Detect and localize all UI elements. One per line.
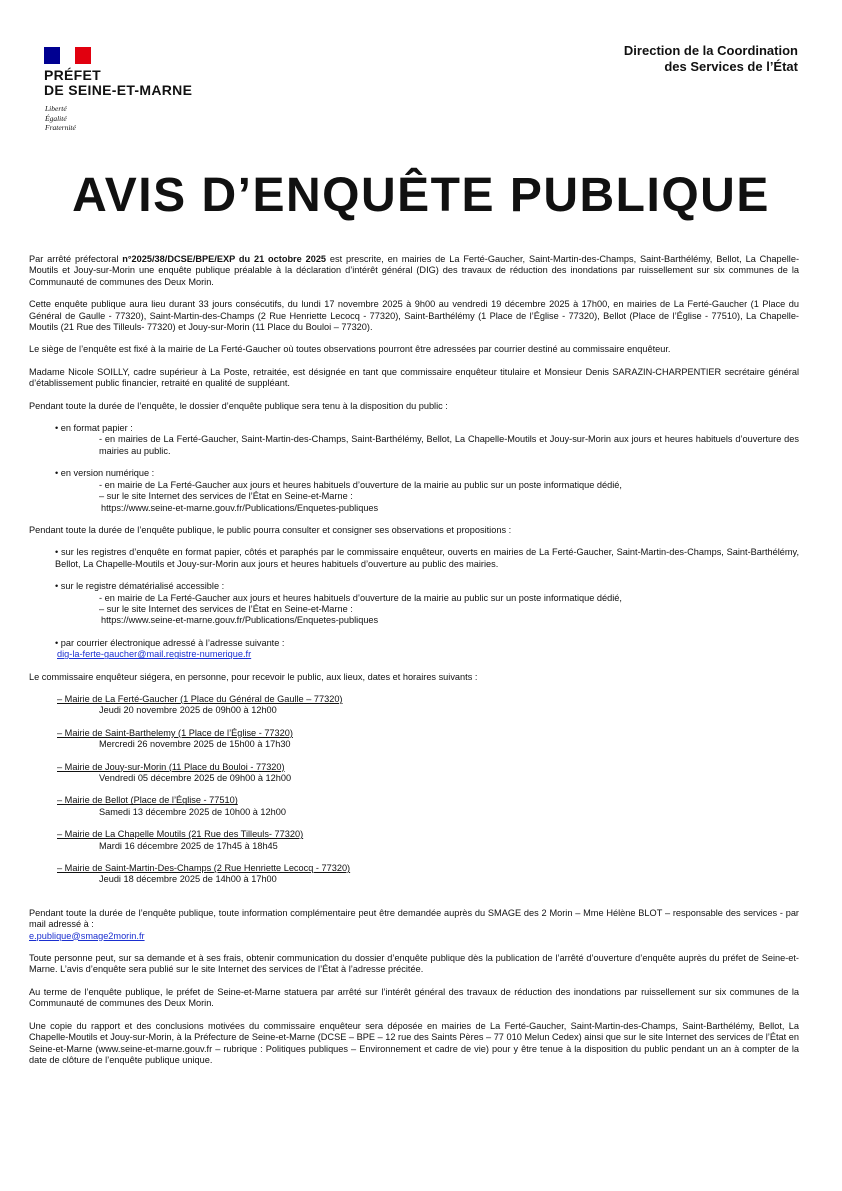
dossier-numerique-site: – sur le site Internet des services de l’État en Seine-et-Marne : (99, 491, 353, 502)
dossier-numerique-label: • en version numérique : (55, 468, 155, 479)
marianne-flag-logo (44, 47, 91, 64)
flag-blue-stripe (44, 47, 60, 64)
permanence-date: Jeudi 18 décembre 2025 de 14h00 à 17h00 (99, 874, 277, 885)
commissaire-paragraph: Madame Nicole SOILLY, cadre supérieur à La Poste, retraitée, est désignée en tant que commissaire enquêteur titulaire et Monsieur Denis SARAZIN-CHARPENTIER secrétaire général d’établissement public financier, retraité en qualité de suppléant. (29, 366, 799, 389)
motto-liberte: Liberté (45, 104, 67, 113)
prefet-logo-text (44, 68, 192, 98)
permanence-venue: – Mairie de Jouy-sur-Morin (11 Place du Bouloi - 77320) (57, 761, 285, 772)
smage-paragraph: Pendant toute la durée de l’enquête publique, toute information complémentaire peut être demandée auprès du SMAGE des 2 Morin – Mme Hélène BLOT – responsable des services - par mail adressé à : (29, 907, 799, 930)
permanences-paragraph: Le commissaire enquêteur siégera, en personne, pour recevoir le public, aux lieux, dates et horaires suivants : (29, 671, 478, 682)
observations-demat-url: https://www.seine-et-marne.gouv.fr/Publications/Enquetes-publiques (101, 615, 379, 626)
observations-demat-site: – sur le site Internet des services de l’État en Seine-et-Marne : (99, 603, 353, 614)
permanences-list (29, 694, 799, 886)
permanence-date: Mardi 16 décembre 2025 de 17h45 à 18h45 (99, 840, 278, 851)
communication-paragraph: Toute personne peut, sur sa demande et à ses frais, obtenir communication du dossier d’enquête publique dès la publication de l’arrêté d’ouverture d’enquête auprès du préfet de Seine-et-Marne. L’avis d’enquête sera publié sur le site Internet des services de l’État à l’adresse précitée. (29, 953, 799, 975)
dossier-numerique-mairie: - en mairie de La Ferté-Gaucher aux jours et heures habituels d’ouverture de la mairie au public sur un poste informatique dédié, (99, 479, 622, 490)
dates-paragraph: Cette enquête publique aura lieu durant 33 jours consécutifs, du lundi 17 novembre 2025 à 9h00 au vendredi 19 décembre 2025 à 17h00, en mairies de La Ferté-Gaucher (1 Place du Général de Gaulle - 77320), Saint-Martin-des-Champs (2 Rue Henriette Lecocq - 77320), Saint-Barthélémy (1 Place de l’Église - 77320), Bellot (Place de l’Église - 77510), La Chapelle-Moutils (21 Rue des Tilleuls- 77320) et Jouy-sur-Morin (11 Place du Bouloi – 77320). (29, 299, 799, 333)
intro-pre: Par arrêté préfectoral (29, 254, 123, 264)
observations-demat-mairie: - en mairie de La Ferté-Gaucher aux jours et heures habituels d’ouverture de la mairie au public sur un poste informatique dédié, (99, 592, 622, 603)
permanence-date: Vendredi 05 décembre 2025 de 09h00 à 12h00 (99, 773, 292, 783)
permanence-date: Samedi 13 décembre 2025 de 10h00 à 12h00 (99, 806, 286, 817)
motto-fraternite: Fraternité (45, 123, 76, 132)
permanence-venue: – Mairie de Bellot (Place de l’Église - 77510) (57, 795, 238, 806)
notice-body (29, 254, 799, 1066)
flag-red-stripe (75, 47, 91, 64)
prefet-line1: PRÉFET (44, 67, 102, 83)
dossier-papier-text: - en mairies de La Ferté-Gaucher, Saint-Martin-des-Champs, Saint-Barthélémy, Bellot, La Chapelle-Moutils et Jouy-sur-Morin aux jours et heures habituels d’ouverture des mairies au public. (99, 434, 799, 456)
smage-email-link[interactable]: e.publique@smage2morin.fr (29, 930, 145, 941)
issuing-service (624, 43, 798, 75)
prefet-line2: DE SEINE-ET-MARNE (44, 82, 193, 98)
direction-line2: des Services de l’État (664, 59, 798, 74)
republic-motto (45, 104, 76, 133)
motto-egalite: Égalité (45, 113, 67, 123)
permanence-venue: – Mairie de La Ferté-Gaucher (1 Place du Général de Gaulle – 77320) (57, 693, 343, 704)
observations-demat-label: • sur le registre dématérialisé accessible : (55, 581, 225, 592)
dossier-paragraph: Pendant toute la durée de l’enquête, le dossier d’enquête publique sera tenu à la disposition du public : (29, 400, 448, 411)
rapport-paragraph: Une copie du rapport et des conclusions motivées du commissaire enquêteur sera déposée en mairies de La Ferté-Gaucher, Saint-Martin-des-Champs, Saint-Barthélémy, Bellot, La Chapelle-Moutils et Jouy-sur-Morin, à la Préfecture de Seine-et-Marne (DCSE – BPE – 12 rue des Saints Pères – 77 010 Melun Cedex) ainsi que sur le site Internet des services de l’État en Seine-et-Marne (www.seine-et-marne.gouv.fr – rubrique : Politiques publiques – Environnement et cadre de vie) pour y être tenue à la disposition du public pendant un an à compter de la date de clôture de l’enquête publique unique. (29, 1020, 799, 1065)
intro-post: est prescrite, en mairies de La Ferté-Gaucher, Saint-Martin-des-Champs, Saint-Barthélémy, Bellot, La Chapelle-Moutils et Jouy-sur-Morin une enquête publique préalable à la déclaration d’intérêt général (DIG) des travaux de réduction des inondations par ruissellement sur six communes de la Communauté de communes des Deux Morin. (29, 254, 799, 287)
observations-registres: • sur les registres d’enquête en format papier, côtés et paraphés par le commissaire enquêteur, ouverts en mairies de La Ferté-Gaucher, Saint-Martin-des-Champs, Saint-Barthélémy, Bellot, La Chapelle-Moutils et Jouy-sur-Morin aux jours et heures habituels d’ouverture au public des mairies. (55, 547, 799, 569)
permanence-venue: – Mairie de Saint-Martin-Des-Champs (2 Rue Henriette Lecocq - 77320) (57, 863, 351, 874)
observations-paragraph: Pendant toute la durée de l’enquête publique, le public pourra consulter et consigner ses observations et propositions : (29, 524, 512, 535)
intro-paragraph (29, 254, 799, 288)
registre-email-link[interactable]: dig-la-ferte-gaucher@mail.registre-numerique.fr (57, 649, 252, 660)
decree-reference: n°2025/38/DCSE/BPE/EXP du 21 octobre 2025 (122, 254, 327, 264)
dossier-papier-label: • en format papier : (55, 423, 133, 434)
siege-paragraph: Le siège de l’enquête est fixé à la mairie de La Ferté-Gaucher où toutes observations pourront être adressées par courrier destiné au commissaire enquêteur. (29, 344, 671, 355)
dossier-numerique-url: https://www.seine-et-marne.gouv.fr/Publications/Enquetes-publiques (101, 502, 379, 513)
terme-paragraph: Au terme de l’enquête publique, le préfet de Seine-et-Marne statuera par arrêté sur l’intérêt général des travaux de réduction des inondations par ruissellement sur six communes de la Communauté de communes des Deux Morin. (29, 986, 799, 1009)
permanence-venue: – Mairie de Saint-Barthelemy (1 Place de l’Église - 77320) (57, 727, 293, 738)
permanence-venue: – Mairie de La Chapelle Moutils (21 Rue des Tilleuls- 77320) (57, 829, 304, 840)
direction-line1: Direction de la Coordination (623, 43, 798, 58)
observations-courrier-label: • par courrier électronique adressé à l’adresse suivante : (55, 637, 285, 648)
permanence-date: Mercredi 26 novembre 2025 de 15h00 à 17h30 (99, 739, 291, 750)
permanence-date: Jeudi 20 novembre 2025 de 09h00 à 12h00 (99, 705, 277, 716)
flag-white-stripe (60, 47, 76, 64)
page-title: AVIS D’ENQUÊTE PUBLIQUE (72, 169, 770, 222)
